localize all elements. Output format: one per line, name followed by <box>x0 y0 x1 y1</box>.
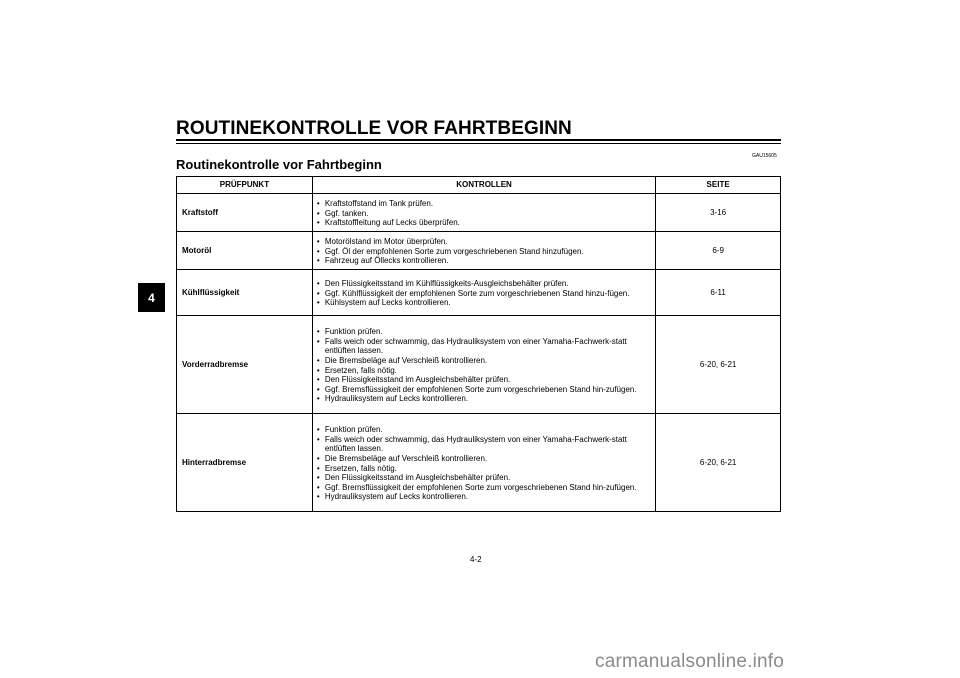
row-checks <box>312 316 655 414</box>
title-rule-thin <box>176 143 781 144</box>
check-item: • Funktion prüfen. <box>317 425 651 435</box>
table-row <box>177 414 781 512</box>
chapter-number: 4 <box>148 290 155 305</box>
check-item: • Funktion prüfen. <box>317 327 651 337</box>
row-item: Motoröl <box>177 232 313 270</box>
row-page: 6-9 <box>656 232 781 270</box>
row-checks <box>312 414 655 512</box>
page-number: 4-2 <box>470 555 482 564</box>
check-item: • Fahrzeug auf Öllecks kontrollieren. <box>317 256 651 266</box>
table-header-row <box>177 177 781 194</box>
table-row <box>177 194 781 232</box>
row-checks <box>312 270 655 316</box>
chapter-tab <box>138 283 165 312</box>
column-header-item: PRÜFPUNKT <box>177 177 313 194</box>
check-item: • Die Bremsbeläge auf Verschleiß kontrollieren. <box>317 454 651 464</box>
check-item: • Ggf. Bremsflüssigkeit der empfohlenen Sorte zum vorgeschriebenen Stand hin-zufügen. <box>317 385 651 395</box>
table-row <box>177 316 781 414</box>
watermark: carmanualsonline.info <box>595 651 785 672</box>
table-row <box>177 232 781 270</box>
check-item: • Hydrauliksystem auf Lecks kontrollieren. <box>317 492 651 502</box>
check-item: • Hydrauliksystem auf Lecks kontrollieren. <box>317 394 651 404</box>
table-row <box>177 270 781 316</box>
section-code: GAU15605 <box>752 153 777 159</box>
row-item: Vorderradbremse <box>177 316 313 414</box>
title-rule <box>176 139 781 141</box>
row-page: 6-20, 6-21 <box>656 414 781 512</box>
check-item: • Ersetzen, falls nötig. <box>317 366 651 376</box>
check-item: • Ggf. Kühlflüssigkeit der empfohlenen Sorte zum vorgeschriebenen Stand hinzu-fügen. <box>317 289 651 299</box>
check-item: • Kraftstoffstand im Tank prüfen. <box>317 199 651 209</box>
inspection-table <box>176 176 781 512</box>
column-header-page: SEITE <box>656 177 781 194</box>
check-item: • Motorölstand im Motor überprüfen. <box>317 237 651 247</box>
section-title: Routinekontrolle vor Fahrtbeginn <box>176 157 382 172</box>
column-header-checks: KONTROLLEN <box>312 177 655 194</box>
chapter-title: ROUTINEKONTROLLE VOR FAHRTBEGINN <box>176 118 572 139</box>
check-item: • Ggf. Bremsflüssigkeit der empfohlenen Sorte zum vorgeschriebenen Stand hin-zufügen. <box>317 483 651 493</box>
check-item: • Die Bremsbeläge auf Verschleiß kontrollieren. <box>317 356 651 366</box>
check-item: • Den Flüssigkeitsstand im Ausgleichsbehälter prüfen. <box>317 473 651 483</box>
check-item: • Falls weich oder schwammig, das Hydrauliksystem von einer Yamaha-Fachwerk-statt entlüften lassen. <box>317 337 651 356</box>
row-page: 6-11 <box>656 270 781 316</box>
check-item: • Kühlsystem auf Lecks kontrollieren. <box>317 298 651 308</box>
check-item: • Falls weich oder schwammig, das Hydrauliksystem von einer Yamaha-Fachwerk-statt entlüften lassen. <box>317 435 651 454</box>
check-item: • Ersetzen, falls nötig. <box>317 464 651 474</box>
row-checks <box>312 194 655 232</box>
check-item: • Ggf. tanken. <box>317 209 651 219</box>
row-item: Kühlflüssigkeit <box>177 270 313 316</box>
check-item: • Den Flüssigkeitsstand im Ausgleichsbehälter prüfen. <box>317 375 651 385</box>
check-item: • Kraftstoffleitung auf Lecks überprüfen. <box>317 218 651 228</box>
row-item: Hinterradbremse <box>177 414 313 512</box>
row-page: 6-20, 6-21 <box>656 316 781 414</box>
row-checks <box>312 232 655 270</box>
row-page: 3-16 <box>656 194 781 232</box>
row-item: Kraftstoff <box>177 194 313 232</box>
check-item: • Den Flüssigkeitsstand im Kühlflüssigkeits-Ausgleichsbehälter prüfen. <box>317 279 651 289</box>
check-item: • Ggf. Öl der empfohlenen Sorte zum vorgeschriebenen Stand hinzufügen. <box>317 247 651 257</box>
